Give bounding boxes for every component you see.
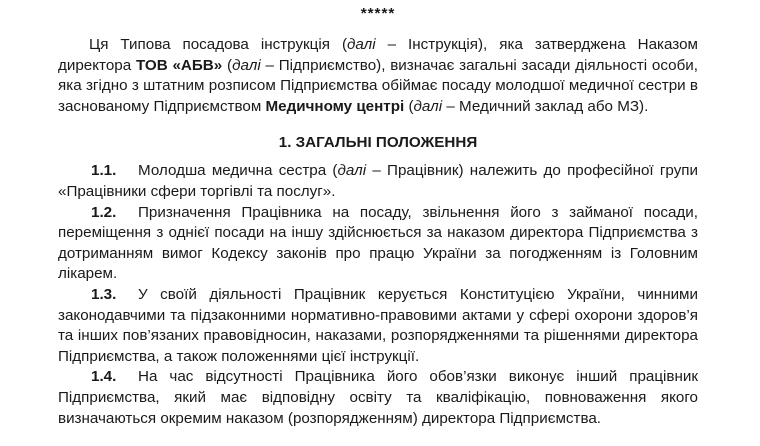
clause-number: 1.3. [91, 285, 117, 303]
clause-number: 1.2. [91, 203, 117, 221]
clause-text: У своїй діяльності Працівник керується Конституцією України, чинними законодавчими та підзаконними нормативно-правовими актами у сфері охорони здоров’я та інших пов’язаних правовідносин, наказами, розпорядженнями та рішеннями директора Підприємства, а також положеннями цієї інструкції. [58, 285, 698, 365]
company-name: ТОВ «АБВ» [135, 56, 223, 74]
clause-text: Молодша медична сестра ( [138, 162, 338, 180]
separator-stars: ***** [360, 5, 396, 22]
clause-text: На час відсутності Працівника його обов’язки виконує інший працівник Підприємства, який має відповідну освіту та кваліфікацію, повноваження якого визначаються окремим наказом (розпорядженням) директора Підприємства. [58, 368, 698, 427]
intro-text-3: ( [222, 56, 233, 74]
intro-text-6: – Медичний заклад або МЗ). [442, 97, 649, 115]
intro-italic-1: далі [347, 36, 376, 53]
intro-italic-2: далі [232, 56, 261, 74]
section-title: 1. ЗАГАЛЬНІ ПОЛОЖЕННЯ [278, 134, 478, 152]
intro-text-2: – Інструкція), яка затверджена Наказом директора [58, 36, 698, 74]
clause-1-2 [58, 203, 698, 285]
clause-1-4 [58, 367, 698, 429]
intro-italic-3: далі [413, 97, 443, 115]
clause-number: 1.4. [91, 368, 117, 386]
clause-number: 1.1. [91, 162, 117, 180]
clause-1-3 [58, 285, 698, 367]
document-body [58, 4, 698, 429]
clause-1-1 [58, 161, 698, 202]
intro-text-4: – Підприємство), визначає загальні засади діяльності особи, яка згідно з штатним розписом Підприємства обіймає посаду молодшої медичної сестри в заснованому Підприємством [58, 56, 698, 115]
medical-center-name: Медичному центрі [265, 97, 405, 115]
intro-text-5: ( [404, 97, 414, 115]
intro-text-1: Ця Типова посадова інструкція ( [89, 36, 348, 53]
clause-text: Призначення Працівника на посаду, звільнення його з займаної посади, переміщення з однієї посади на іншу здійснюється за наказом директора Підприємства з дотриманням вимог Кодексу законів про працю України за погодженням із Головним лікарем. [58, 203, 698, 283]
clause-text: – Працівник) належить до професійної групи «Працівники сфери торгівлі та послуг». [58, 162, 698, 200]
intro-paragraph [58, 35, 698, 117]
clause-italic: далі [337, 162, 367, 180]
